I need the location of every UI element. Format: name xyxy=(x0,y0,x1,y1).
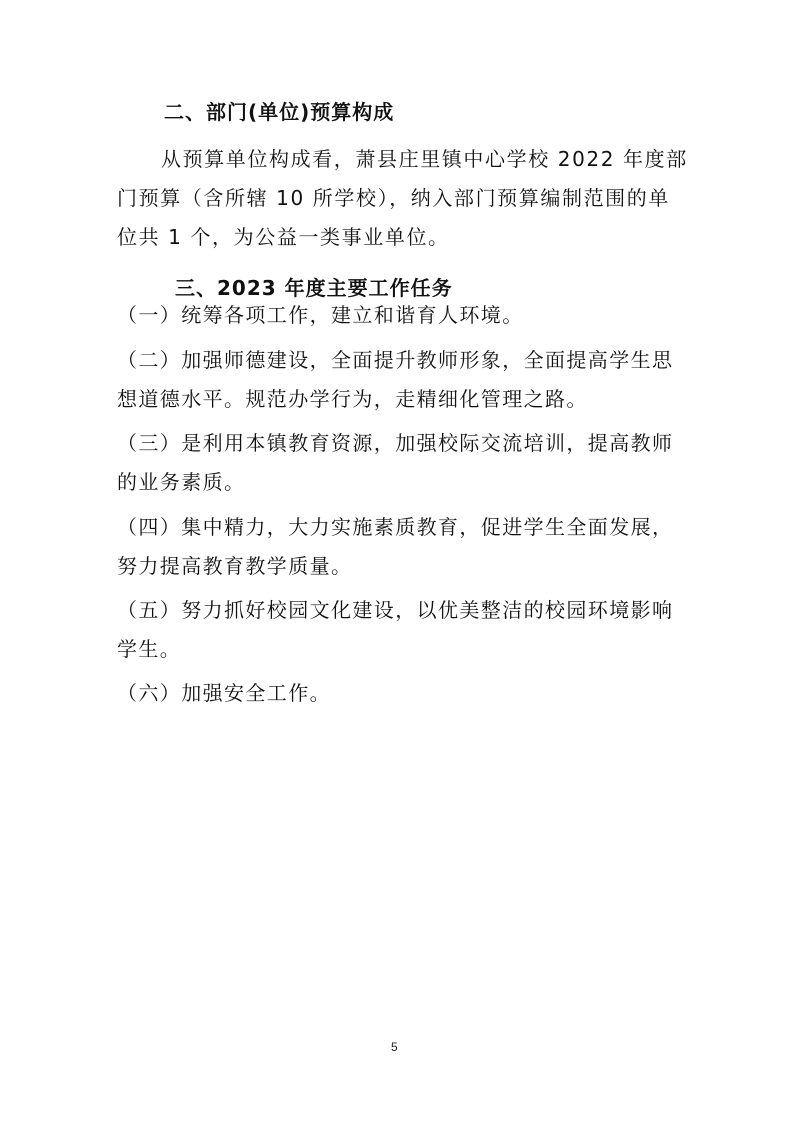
task-line: （六）加强安全工作。 xyxy=(117,681,331,705)
task-item-5 xyxy=(117,591,687,669)
task-item-4 xyxy=(117,508,687,586)
task-line: （五）努力抓好校园文化建设，以优美整洁的校园环境影响 xyxy=(117,598,674,622)
section-heading-budget-composition: 二、部门(单位)预算构成 xyxy=(164,100,395,124)
paragraph-line: 位共 1 个，为公益一类事业单位。 xyxy=(117,225,450,249)
task-line: （二）加强师德建设，全面提升教师形象，全面提高学生思 xyxy=(117,348,674,372)
task-line: （三）是利用本镇教育资源，加强校际交流培训，提高教师 xyxy=(117,431,674,455)
task-item-1 xyxy=(117,296,687,335)
page-number: 5 xyxy=(391,1040,398,1054)
budget-composition-paragraph xyxy=(117,140,688,257)
paragraph-line: 门预算（含所辖 10 所学校），纳入部门预算编制范围的单 xyxy=(117,186,670,210)
task-item-6 xyxy=(117,674,687,713)
task-line: 学生。 xyxy=(117,637,182,661)
section-heading-main-tasks: 三、2023 年度主要工作任务 xyxy=(175,276,453,300)
task-line: （四）集中精力，大力实施素质教育，促进学生全面发展， xyxy=(117,515,674,539)
task-line: 的业务素质。 xyxy=(117,470,246,494)
paragraph-line: 从预算单位构成看，萧县庄里镇中心学校 2022 年度部 xyxy=(161,147,688,171)
task-line: 努力提高教育教学质量。 xyxy=(117,554,353,578)
task-line: （一）统筹各项工作，建立和谐育人环境。 xyxy=(117,303,524,327)
task-item-3 xyxy=(117,424,687,502)
task-line: 想道德水平。规范办学行为，走精细化管理之路。 xyxy=(117,387,588,411)
task-item-2 xyxy=(117,341,687,419)
